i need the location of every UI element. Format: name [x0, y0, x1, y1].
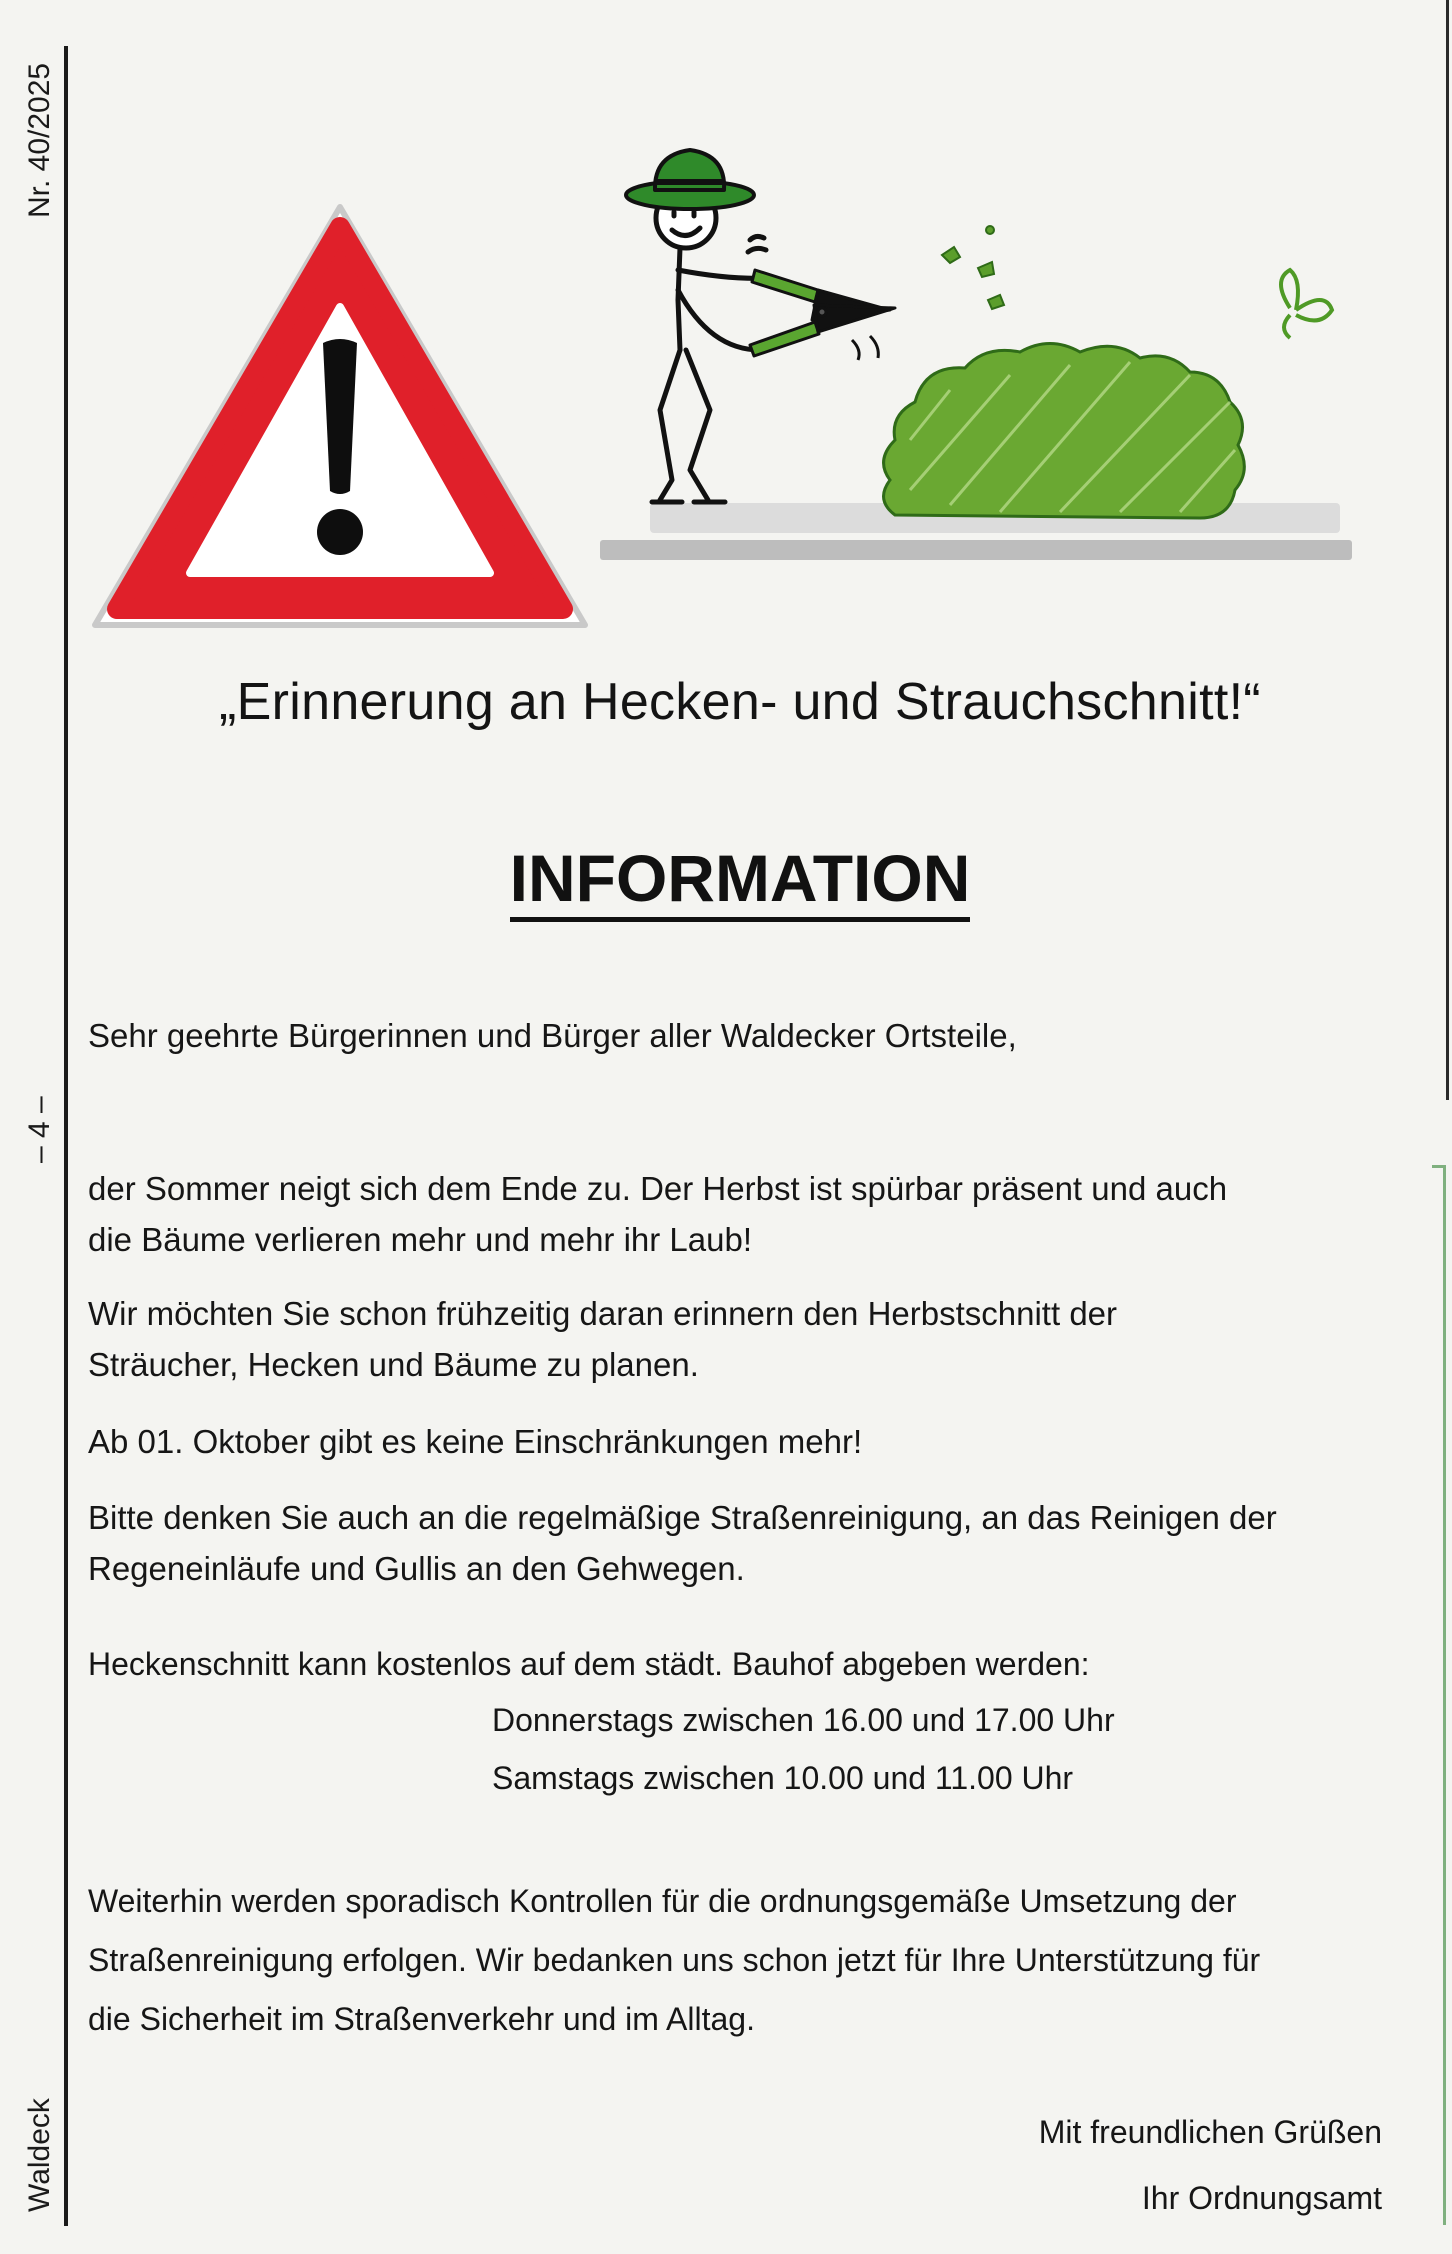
butterfly-icon: [1281, 270, 1332, 338]
town-name: Waldeck: [23, 2098, 56, 2212]
right-column-border: [1443, 1165, 1446, 2225]
warning-triangle-icon: [85, 195, 595, 640]
hedge-disposal-intro: Heckenschnitt kann kostenlos auf dem städt. Bauhof abgeben werden:: [88, 1646, 1090, 1682]
issue-number: Nr. 40/2025: [23, 62, 56, 218]
opening-hours-thursday: Donnerstags zwischen 16.00 und 17.00 Uhr: [492, 1702, 1115, 1738]
right-column-border-tick: [1432, 1165, 1444, 1168]
hedge: [884, 344, 1245, 519]
closing-greeting: Mit freundlichen Grüßen: [1038, 2114, 1382, 2150]
gardener-trimming-hedge-illustration: [590, 140, 1360, 580]
salutation: Sehr geehrte Bürgerinnen und Bürger aller Waldecker Ortsteile,: [88, 1017, 1017, 1054]
paragraph-no-restrictions: Ab 01. Oktober gibt es keine Einschränkungen mehr!: [88, 1423, 863, 1460]
paragraph-controls: Weiterhin werden sporadisch Kontrollen für die ordnungsgemäße Umsetzung der Straßenreinigung erfolgen. Wir bedanken uns schon jetzt für Ihre Unterstützung für die Sicherheit im Straßenverkehr und im Alltag.: [88, 1883, 1261, 2037]
margin-divider: [64, 46, 68, 2226]
opening-hours-saturday: Samstags zwischen 10.00 und 11.00 Uhr: [492, 1760, 1074, 1796]
paragraph-reminder: Wir möchten Sie schon frühzeitig daran erinnern den Herbstschnitt der Sträucher, Hecken und Bäume zu planen.: [88, 1295, 1118, 1383]
headline: „Erinnerung an Hecken- und Strauchschnitt!“: [219, 673, 1261, 731]
information-title-text: INFORMATION: [510, 841, 971, 922]
paragraph-season: der Sommer neigt sich dem Ende zu. Der Herbst ist spürbar präsent und auch die Bäume verlieren mehr und mehr ihr Laub!: [88, 1170, 1228, 1258]
closing-sender: Ihr Ordnungsamt: [1141, 2180, 1382, 2216]
information-title: [80, 840, 1400, 916]
paragraph-street-cleaning: Bitte denken Sie auch an die regelmäßige Straßenreinigung, an das Reinigen der Regeneinläufe und Gullis an den Gehwegen.: [88, 1499, 1277, 1587]
page-number: – 4 –: [23, 1096, 56, 1164]
right-edge-rule: [1446, 0, 1449, 1100]
